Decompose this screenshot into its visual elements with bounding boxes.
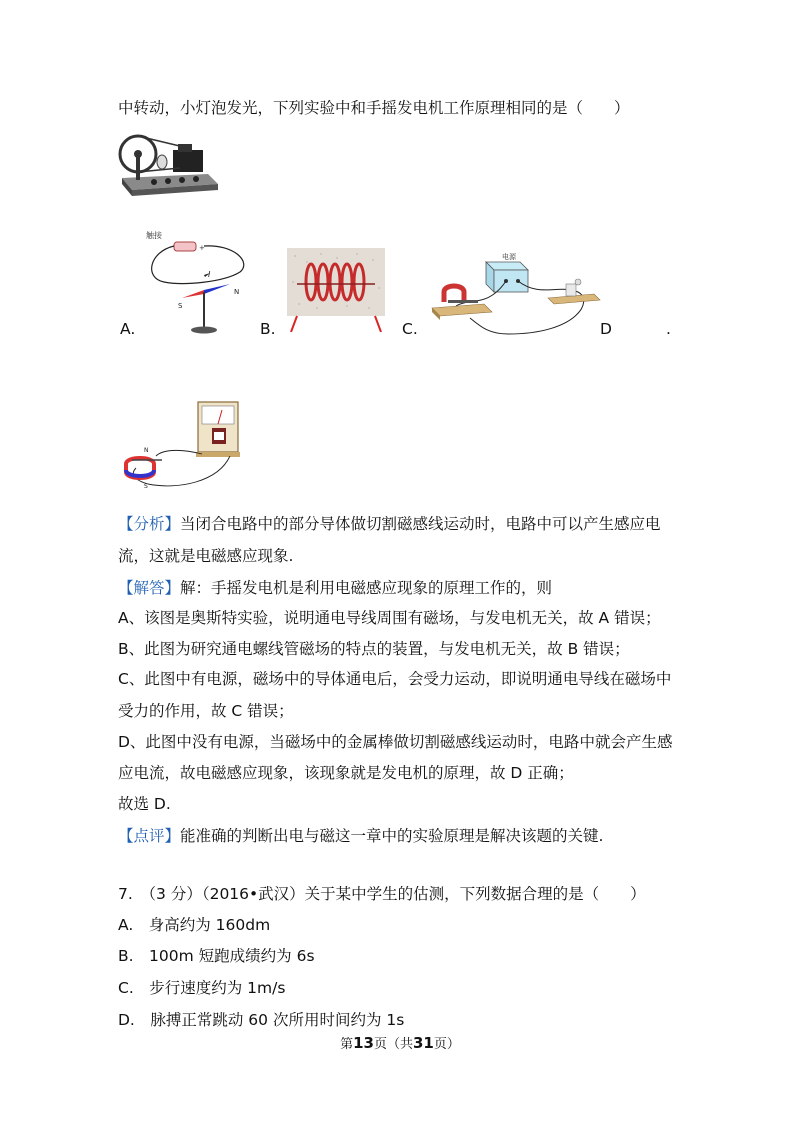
answer-tag: 【解答】 — [118, 579, 181, 597]
option-b-solenoid-figure — [287, 248, 385, 332]
footer-suffix: 页） — [433, 1037, 460, 1052]
answer-d-line-2: 应电流，故电磁感应现象，该现象就是发电机的原理，故 D 正确； — [118, 764, 574, 782]
page-footer — [0, 1033, 800, 1052]
option-c-motor-figure — [428, 248, 602, 340]
answer-c-line-2: 受力的作用，故 C 错误； — [118, 702, 294, 720]
question-7-option-c: C. 步行速度约为 1m/s — [118, 979, 286, 997]
option-a-oersted-figure — [144, 228, 252, 338]
current-label: I — [208, 270, 211, 279]
d-south-label: S — [144, 483, 148, 490]
touch-label: 触接 — [146, 231, 162, 240]
option-d-induction-figure — [118, 398, 242, 492]
option-a-label: A. — [120, 320, 136, 338]
answer-b: B、此图为研究通电螺线管磁场的特点的装置，与发电机无关，故 B 错误； — [118, 640, 630, 658]
question-7-stem: 7. （3 分）（2016•武汉）关于某中学生的估测，下列数据合理的是（ ） — [118, 885, 646, 903]
comment-text: 能准确的判断出电与磁这一章中的实验原理是解决该题的关键. — [180, 827, 604, 845]
option-d-trailing-dot: . — [666, 320, 671, 338]
analysis-line-2: 流，这就是电磁感应现象. — [118, 547, 294, 565]
analysis-text-1: 当闭合电路中的部分导体做切割磁感线运动时，电路中可以产生感应电 — [180, 515, 661, 533]
footer-mid: 页（共 — [373, 1037, 413, 1052]
analysis-line-1 — [118, 513, 661, 535]
south-label: S — [178, 302, 183, 310]
footer-page-number: 13 — [353, 1034, 374, 1052]
question-7-option-d: D. 脉搏正常跳动 60 次所用时间约为 1s — [118, 1011, 405, 1029]
power-label: 电源 — [502, 253, 516, 261]
answer-c-line-1: C、此图中有电源，磁场中的导体通电后，会受力运动，即说明通电导线在磁场中 — [118, 670, 672, 688]
option-c-label: C. — [402, 320, 418, 338]
footer-prefix: 第 — [340, 1037, 354, 1052]
option-d-label: D — [600, 320, 612, 338]
comment-tag: 【点评】 — [118, 827, 181, 845]
option-b-label: B. — [260, 320, 276, 338]
hand-crank-generator-figure — [118, 126, 220, 202]
answer-intro: 解：手摇发电机是利用电磁感应现象的原理工作的，则 — [180, 579, 553, 597]
d-north-label: N — [144, 447, 149, 454]
analysis-tag: 【分析】 — [118, 515, 181, 533]
svg-text:+: + — [199, 244, 205, 252]
answer-d-line-1: D、此图中没有电源，当磁场中的金属棒做切割磁感线运动时，电路中就会产生感 — [118, 733, 673, 751]
answer-intro-line — [118, 577, 552, 599]
comment-line — [118, 825, 603, 847]
question-7-option-b: B. 100m 短跑成绩约为 6s — [118, 947, 315, 965]
answer-a: A、该图是奥斯特实验，说明通电导线周围有磁场，与发电机无关，故 A 错误； — [118, 609, 661, 627]
answer-choice: 故选 D. — [118, 795, 171, 813]
question-6-stem: 中转动，小灯泡发光，下列实验中和手摇发电机工作原理相同的是（ ） — [118, 99, 630, 117]
north-label: N — [234, 288, 240, 296]
footer-total-pages: 31 — [413, 1034, 434, 1052]
question-7-option-a: A. 身高约为 160dm — [118, 916, 271, 934]
